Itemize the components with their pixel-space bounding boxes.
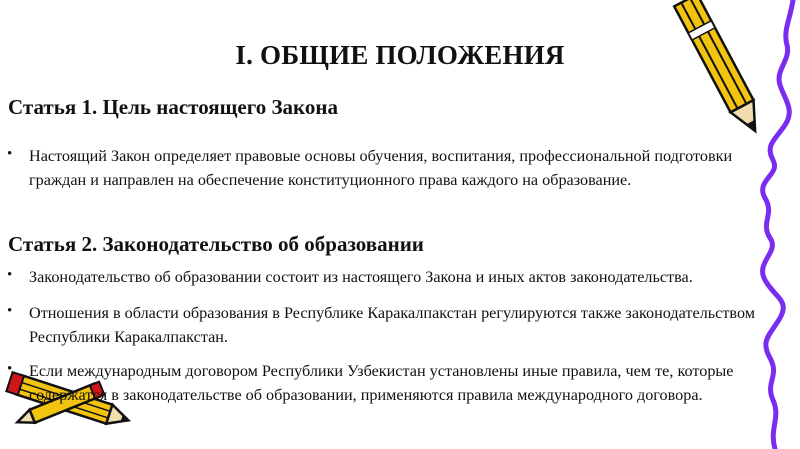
- bullet-text: Если международным договором Республики Узбекистан установлены иные правила, чем те, которые содержатся в законодательстве об образовании, применяются правила международного договора.: [29, 362, 734, 404]
- bullet-text: Законодательство об образовании состоит из настоящего Закона и иных актов законодательства.: [29, 268, 693, 286]
- bullet-marker: •: [7, 303, 13, 319]
- list-item: [7, 145, 785, 192]
- bullet-text: Настоящий Закон определяет правовые основы обучения, воспитания, профессиональной подготовки граждан и направлен на обеспечение конституционного права каждого на образование.: [29, 147, 733, 189]
- article-2-heading: Статья 2. Законодательство об образовании: [8, 232, 424, 256]
- bullet-marker: •: [7, 146, 13, 162]
- slide-title: I. ОБЩИЕ ПОЛОЖЕНИЯ: [235, 40, 565, 70]
- bullet-text: Отношения в области образования в Республике Каракалпакстан регулируются также законодательством Республики Каракалпакстан.: [29, 304, 755, 346]
- bullet-marker: •: [7, 267, 13, 283]
- list-item: [7, 266, 785, 290]
- article-1-heading: Статья 1. Цель настоящего Закона: [8, 95, 338, 119]
- bullet-marker: •: [7, 361, 13, 377]
- list-item: [7, 360, 785, 407]
- list-item: [7, 302, 785, 349]
